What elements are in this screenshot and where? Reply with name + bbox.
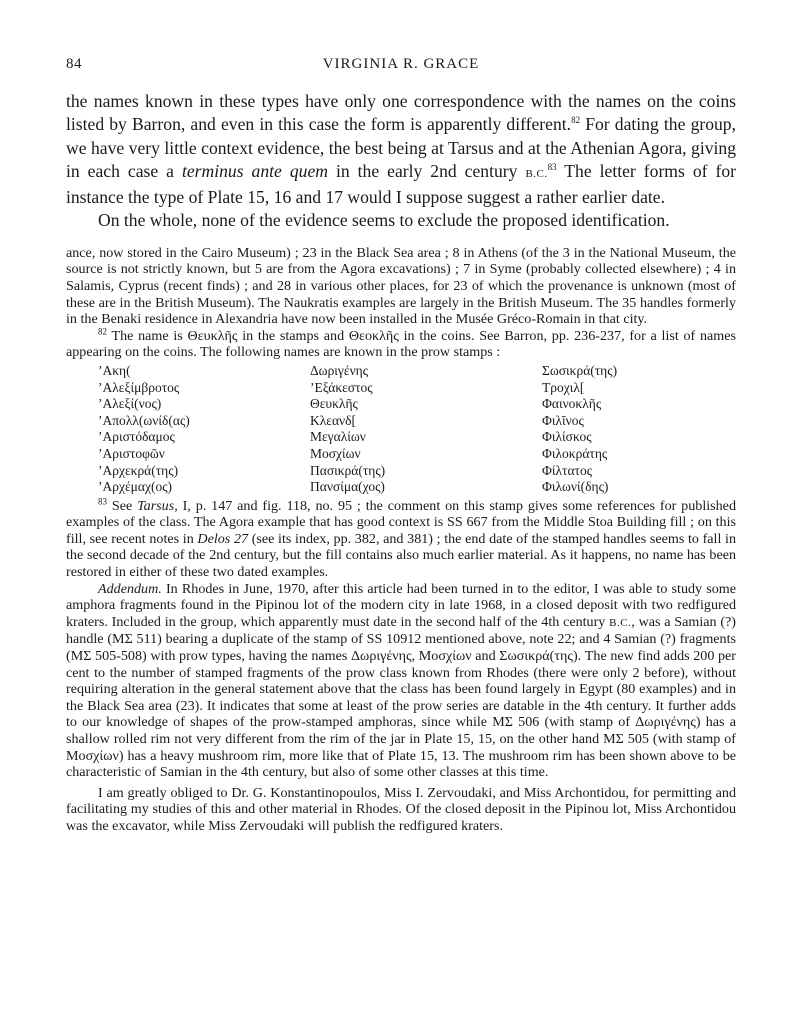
- acknowledgments: I am greatly obliged to Dr. G. Konstantinopoulos, Miss I. Zervoudaki, and Miss Archontidou, for permitting and facilitating my studies of this and other material in Rhodes. Of the closed deposit in the Pipinou lot, Miss Archontidou was the excavator, while Miss Zervoudaki will publish the redfigured kraters.: [66, 784, 736, 834]
- emphasis: Delos 27: [197, 530, 249, 547]
- main-text: [66, 90, 736, 233]
- paragraph-conclusion: On the whole, none of the evidence seems to exclude the proposed identification.: [98, 210, 670, 231]
- emphasis: Tarsus,: [137, 497, 178, 514]
- small-caps-bc: B.C.: [525, 167, 548, 180]
- footnote-83: [66, 498, 736, 581]
- name-item: Δωριγένης: [310, 362, 369, 378]
- text-run: In Rhodes in June, 1970, after this article had been turned in to the editor, I was able to study some amphora fragments found in the Pipinou lot of the modern city in late 1968, in a closed deposit with two redfigured kraters. Included in the group, which apparently must date in the second half of the 4th century: [66, 580, 736, 630]
- footnotes: [66, 245, 736, 835]
- addendum: [66, 581, 736, 781]
- name-item: Φιλωνί(δης): [542, 479, 609, 495]
- name-item: ’Αριστόδαμος: [98, 429, 175, 445]
- name-item: Σωσικρά(της): [542, 362, 618, 378]
- page-number: 84: [66, 56, 82, 72]
- text-run: For dating the group, we have very little context evidence, the best being at Tarsus and at the Athenian Agora, giving in each case a: [66, 114, 737, 181]
- text-run: I, p. 147 and fig. 118, no. 95 ; the comment on this stamp gives some references for published examples of the class. The Agora example that has good context is SS 667 from the Middle Stoa Building fill ; on this fill, see recent notes in: [66, 497, 736, 547]
- text-run: in the early 2nd century: [327, 160, 526, 181]
- footnote-82: [66, 328, 736, 361]
- text-run: The name is Θευκλῆς in the stamps and Θεοκλῆς in the coins. See Barron, pp. 236-237, for a list of names appearing on the coins. The following names are known in the prow stamps :: [66, 327, 736, 361]
- addendum-label: Addendum.: [98, 580, 162, 597]
- name-item: ’Αρχέμαχ(ος): [98, 479, 173, 495]
- name-item: Πασικρά(της): [310, 462, 386, 478]
- name-item: Φίλτατος: [542, 462, 593, 478]
- page: [66, 56, 736, 835]
- small-caps-bc: B.C.: [609, 616, 632, 629]
- text-run: the names known in these types have only one correspondence with the names on the coins listed by Barron, and even in this case the form is apparently different.: [66, 91, 736, 135]
- name-item: ’Εξάκεστος: [310, 379, 373, 395]
- name-item: Φιλῖνος: [542, 412, 584, 428]
- text-run: (see its index, pp. 382, and 381) ; the end date of the stamped handles seems to fall in the second decade of the 2nd century, but the fill contains also much earlier material. As it happens, no name has been restored in either of these two dated examples.: [66, 530, 736, 581]
- footnote-81-continued: ance, now stored in the Cairo Museum) ; 23 in the Black Sea area ; 8 in Athens (of the 3 in the National Museum, the source is not strictly known, but 5 are from the Agora excavations) ; 7 in Syme (probably collected elsewhere) ; 4 in Salamis, Cyprus (recent finds) ; and 28 in various other places, for 23 of which the provenance is unknown (most of these are in the British Museum). The Naukratis examples are largely in the British Museum. The 35 handles formerly in the Benaki residence in Alexandria have now been installed in the Musée Gréco-Romain in that city.: [66, 244, 736, 328]
- name-item: ’Αλεξί(νος): [98, 396, 162, 412]
- name-item: ’Αλεξίμβροτος: [98, 379, 180, 395]
- prow-stamp-names: [98, 363, 736, 496]
- text-run: See: [107, 497, 138, 514]
- name-item: ’Απολλ(ωνίδ(ας): [98, 412, 190, 428]
- name-item: Φαινοκλῆς: [542, 396, 602, 412]
- text-run: , was a Samian (?) handle (ΜΣ 511) bearing a duplicate of the stamp of SS 10912 mentioned above, note 22; and 4 Samian (?) fragments (ΜΣ 505-508) with prow types, having the names Δωριγένης, Μοσχίων and Σωσικρά(της). The new find adds 200 per cent to the number of stamped fragments of the prow class known from Rhodes (there were only 2 before), without requiring alteration in the general statement above that the class has been found largely in Egypt (80 examples) and in the Black Sea area (23). It indicates that some at least of the prow series are datable in the 4th century. It further adds to our knowledge of shapes of the prow-stamped amphoras, since while ΜΣ 506 (with stamp of Δωριγένης) has a shallow rolled rim not very different from the rim of the jar in Plate 15, 15, on the other hand ΜΣ 505 (with stamp of Μοσχίων) has a heavy mushroom rim, more like that of Plate 15, 13. The mushroom rim has been shown above to be characteristic of Samian in the 4th century, but also of some other classes at this time.: [66, 613, 736, 781]
- name-item: ’Αριστοφῶν: [98, 445, 165, 461]
- name-item: Φιλίσκος: [542, 429, 592, 445]
- name-item: Πανσίμα(χος): [310, 479, 385, 495]
- name-item: ’Ακη(: [98, 362, 131, 378]
- name-item: Θευκλῆς: [310, 396, 358, 412]
- name-item: Κλεανδ[: [310, 412, 356, 428]
- footnote-number: 83: [98, 496, 107, 506]
- name-item: Φιλοκράτης: [542, 445, 608, 461]
- page-header: [66, 56, 736, 80]
- footnote-number: 82: [98, 326, 107, 337]
- name-item: Μοσχίων: [310, 445, 361, 461]
- name-item: Τροχιλ[: [542, 379, 585, 395]
- running-title: VIRGINIA R. GRACE: [322, 56, 480, 72]
- paragraph-dating: [66, 90, 736, 209]
- footnote-ref-83: 83: [547, 162, 557, 173]
- name-item: ’Αρχεκρά(της): [98, 462, 179, 478]
- name-item: Μεγαλίων: [310, 429, 366, 445]
- text-run: The letter forms of for instance the type of Plate 15, 16 and 17 would I suppose suggest a rather earlier date.: [66, 160, 736, 208]
- emphasis: terminus ante quem: [181, 160, 328, 181]
- footnote-ref-82: 82: [571, 115, 581, 126]
